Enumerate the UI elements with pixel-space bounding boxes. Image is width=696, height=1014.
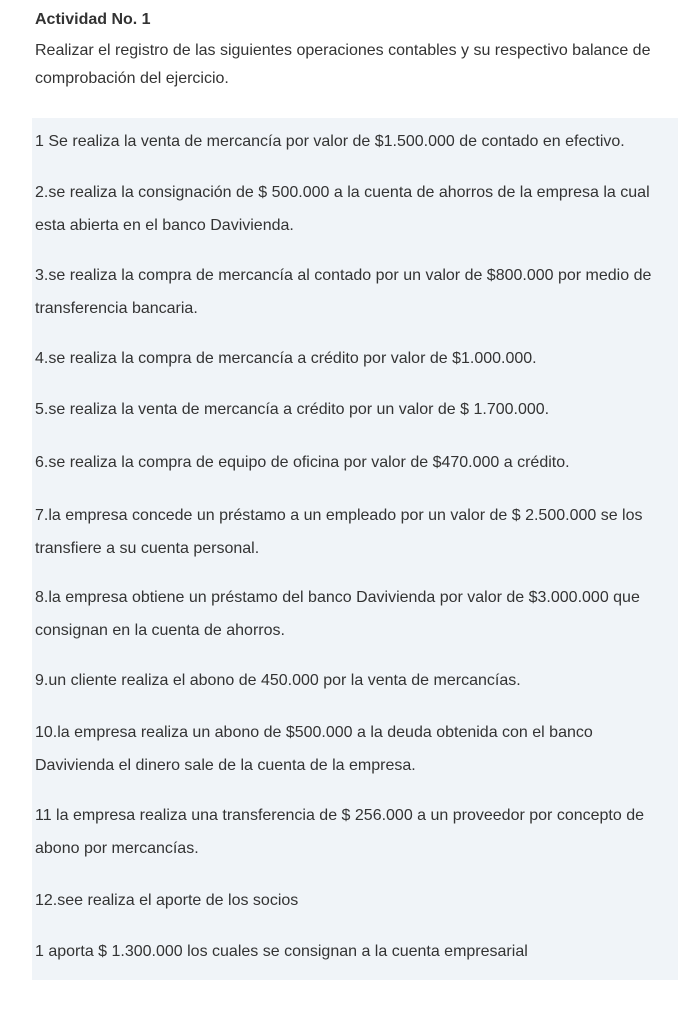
operation-item: 4.se realiza la compra de mercancía a crédito por valor de $1.000.000. [35,350,537,367]
operations-panel [32,118,678,980]
activity-title: Actividad No. 1 [35,11,151,28]
operation-item: 10.la empresa realiza un abono de $500.000 a la deuda obtenida con el banco Davivienda el dinero sale de la cuenta de la empresa. [35,724,593,774]
operation-item: 1 aporta $ 1.300.000 los cuales se consignan a la cuenta empresarial [35,943,528,960]
operation-item: 8.la empresa obtiene un préstamo del banco Davivienda por valor de $3.000.000 que consignan en la cuenta de ahorros. [35,589,640,639]
activity-header [35,9,685,93]
activity-intro: Realizar el registro de las siguientes operaciones contables y su respectivo balance de comprobación del ejercicio. [35,42,651,87]
operation-item: 11 la empresa realiza una transferencia de $ 256.000 a un proveedor por concepto de abono por mercancías. [35,807,644,857]
operation-item: 6.se realiza la compra de equipo de oficina por valor de $470.000 a crédito. [35,454,570,471]
operation-item: 2.se realiza la consignación de $ 500.000 a la cuenta de ahorros de la empresa la cual esta abierta en el banco Davivienda. [35,184,650,234]
operation-item: 7.la empresa concede un préstamo a un empleado por un valor de $ 2.500.000 se los transfiere a su cuenta personal. [35,507,643,557]
operation-item: 1 Se realiza la venta de mercancía por valor de $1.500.000 de contado en efectivo. [35,133,625,150]
operation-item: 9.un cliente realiza el abono de 450.000 por la venta de mercancías. [35,672,521,689]
operation-item: 12.see realiza el aporte de los socios [35,892,299,909]
operation-item: 3.se realiza la compra de mercancía al contado por un valor de $800.000 por medio de transferencia bancaria. [35,267,652,317]
operation-item: 5.se realiza la venta de mercancía a crédito por un valor de $ 1.700.000. [35,401,550,418]
